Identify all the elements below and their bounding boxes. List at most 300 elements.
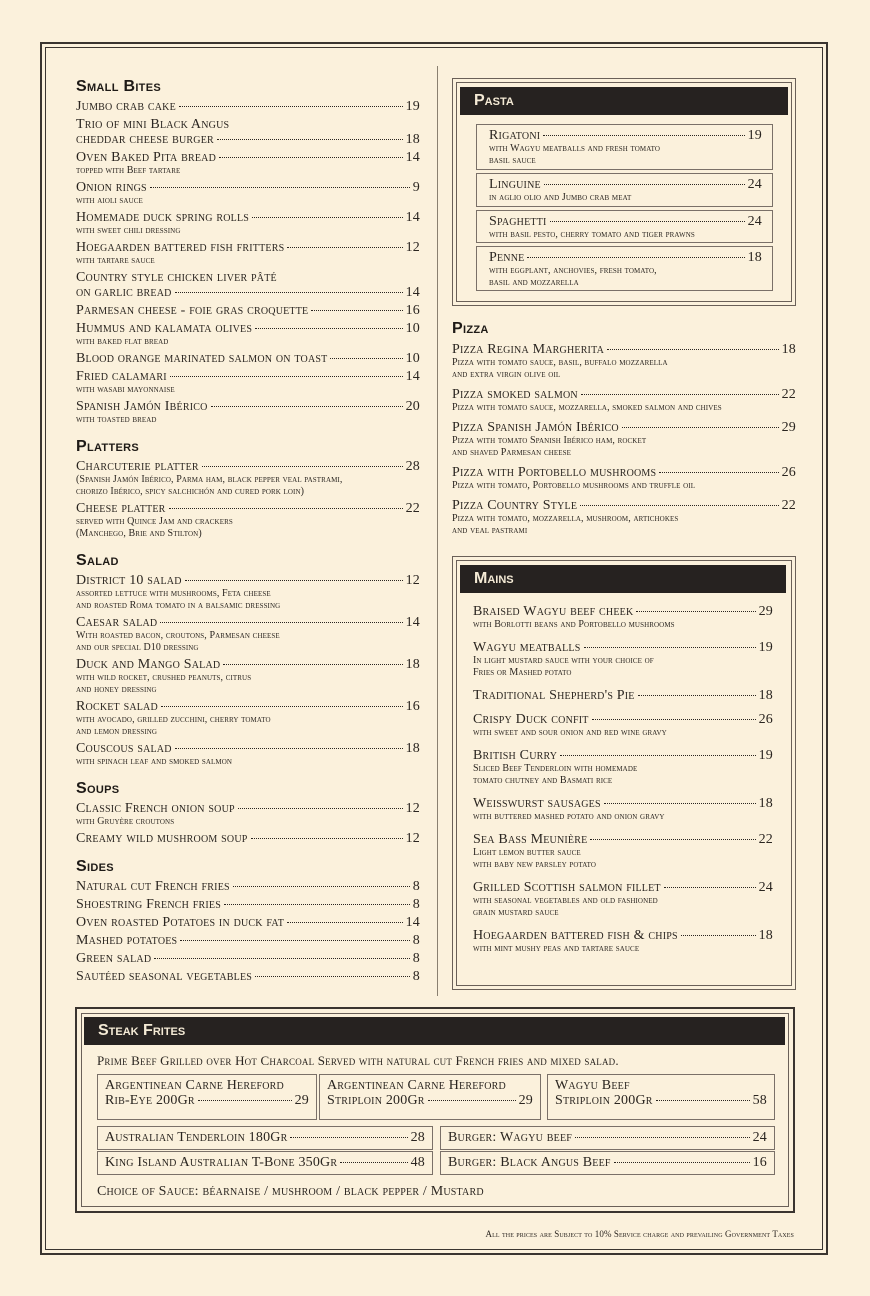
- menu-item-row: [76, 615, 420, 630]
- menu-item-price: 12: [405, 801, 420, 816]
- menu-item-description: with toasted bread: [76, 414, 157, 425]
- dot-leader: [681, 935, 756, 936]
- mains-banner: Mains: [460, 565, 786, 593]
- menu-item: [76, 897, 420, 912]
- menu-item: [76, 951, 420, 966]
- menu-item-price: 8: [412, 879, 420, 894]
- menu-item-name: British Curry: [473, 748, 558, 763]
- menu-item-row: [489, 214, 762, 229]
- menu-item: [76, 741, 420, 768]
- sauce-choice: Choice of Sauce: béarnaise / mushroom / black pepper / Mustard: [97, 1184, 484, 1199]
- menu-item-price: 12: [405, 240, 420, 255]
- steak-item-name: Burger: Wagyu beef: [448, 1130, 573, 1145]
- menu-item-name: Hoegaarden battered fish fritters: [76, 240, 285, 255]
- menu-item-name: Hoegaarden battered fish & chips: [473, 928, 678, 943]
- menu-item-name: Couscous salad: [76, 741, 172, 756]
- steak-item-line1: Argentinean Carne Hereford: [327, 1078, 506, 1093]
- menu-item: [76, 459, 420, 498]
- menu-item-row: [76, 132, 420, 147]
- steak-cell-burger-angus: [440, 1151, 775, 1175]
- dot-leader: [622, 427, 779, 428]
- menu-item-description: (Spanish Jamón Ibérico, Parma ham, black pepper veal pastrami,: [76, 474, 343, 485]
- dot-leader: [638, 695, 756, 696]
- menu-item: [76, 270, 420, 300]
- soups-list: [76, 801, 420, 846]
- menu-item-name: Wagyu meatballs: [473, 640, 581, 655]
- menu-item-price: 18: [758, 688, 773, 703]
- menu-item-description: with mint mushy peas and tartare sauce: [473, 943, 640, 954]
- menu-item-row: [76, 969, 420, 984]
- menu-item-price: 18: [781, 342, 796, 357]
- menu-item: [473, 832, 773, 871]
- menu-item-description: served with Quince Jam and crackers: [76, 516, 233, 527]
- menu-item-description: with buttered mashed potato and onion gravy: [473, 811, 665, 822]
- menu-item-name: Onion rings: [76, 180, 147, 195]
- menu-item-name: Linguine: [489, 177, 541, 192]
- dot-leader: [169, 508, 403, 509]
- menu-item-price: 14: [405, 210, 420, 225]
- dot-leader: [636, 611, 755, 612]
- menu-item-name-line1: Trio of mini Black Angus: [76, 117, 230, 132]
- menu-item-price: 22: [405, 501, 420, 516]
- menu-item: [76, 150, 420, 177]
- dot-leader: [584, 647, 756, 648]
- menu-item-price: 24: [747, 177, 762, 192]
- menu-item-description: assorted lettuce with mushrooms, Feta cheese: [76, 588, 271, 599]
- dot-leader: [161, 706, 403, 707]
- footer-note: All the prices are Subject to 10% Service charge and prevailing Government Taxes: [485, 1229, 794, 1239]
- menu-item-price: 14: [405, 915, 420, 930]
- menu-item-price: 9: [412, 180, 420, 195]
- menu-item-row: [76, 879, 420, 894]
- menu-item-description: and our special D10 dressing: [76, 642, 199, 653]
- menu-item-price: 8: [412, 897, 420, 912]
- menu-item-price: 18: [405, 657, 420, 672]
- menu-item-name: Rocket salad: [76, 699, 158, 714]
- dot-leader: [252, 217, 403, 218]
- menu-item-description: and shaved Parmesan cheese: [452, 447, 571, 458]
- menu-item-description: with tartare sauce: [76, 255, 155, 266]
- menu-item: [473, 796, 773, 823]
- menu-item-description: Pizza with tomato, mozzarella, mushroom, artichokes: [452, 513, 679, 524]
- menu-item-row: [473, 796, 773, 811]
- steak-item-line1: Argentinean Carne Hereford: [105, 1078, 284, 1093]
- menu-item: [76, 180, 420, 207]
- menu-item-price: 10: [405, 321, 420, 336]
- steak-item-price: 58: [752, 1093, 767, 1108]
- menu-item: [452, 387, 796, 414]
- dot-leader: [175, 748, 403, 749]
- menu-item-name: Creamy wild mushroom soup: [76, 831, 248, 846]
- menu-item-description: with wasabi mayonnaise: [76, 384, 175, 395]
- menu-item-name: Spaghetti: [489, 214, 547, 229]
- menu-item: [476, 210, 773, 243]
- menu-item-price: 18: [405, 741, 420, 756]
- menu-item-price: 22: [781, 387, 796, 402]
- menu-item-name: Weisswurst sausages: [473, 796, 601, 811]
- steak-intro: Prime Beef Grilled over Hot Charcoal Served with natural cut French fries and mixed salad.: [97, 1053, 619, 1068]
- menu-item: [473, 748, 773, 787]
- menu-item-name: Parmesan cheese - foie gras croquette: [76, 303, 309, 318]
- menu-item-row: [76, 897, 420, 912]
- menu-item-name: Sea Bass Meunière: [473, 832, 588, 847]
- menu-item-row: [76, 351, 420, 366]
- menu-item-description: and roasted Roma tomato in a balsamic dressing: [76, 600, 281, 611]
- dot-leader: [223, 664, 402, 665]
- dot-leader: [543, 135, 744, 136]
- menu-item-name: Grilled Scottish salmon fillet: [473, 880, 661, 895]
- menu-item-description: with Gruyère croutons: [76, 816, 175, 827]
- menu-item: [76, 831, 420, 846]
- menu-item-price: 20: [405, 399, 420, 414]
- dot-leader: [154, 958, 410, 959]
- dot-leader: [592, 719, 756, 720]
- menu-item: [473, 640, 773, 679]
- menu-item-description: Fries or Mashed potato: [473, 667, 572, 678]
- menu-item: [76, 399, 420, 426]
- menu-item-price: 18: [405, 132, 420, 147]
- menu-item-name: Classic French onion soup: [76, 801, 235, 816]
- menu-item: [76, 99, 420, 114]
- menu-item-description: Pizza with tomato, Portobello mushrooms and truffle oil: [452, 480, 696, 491]
- menu-item-row: [489, 128, 762, 143]
- menu-item-row: [452, 465, 796, 480]
- menu-item: [76, 117, 420, 147]
- menu-item-description: Pizza with tomato sauce, basil, buffalo mozzarella: [452, 357, 668, 368]
- dot-leader: [560, 755, 755, 756]
- menu-item-price: 18: [758, 928, 773, 943]
- menu-item-row: [76, 741, 420, 756]
- menu-item-name: Duck and Mango Salad: [76, 657, 221, 672]
- pizza-list: [452, 342, 796, 537]
- menu-item-price: 8: [412, 951, 420, 966]
- menu-item-price: 29: [758, 604, 773, 619]
- dot-leader: [251, 838, 403, 839]
- menu-item-name-line1: Country style chicken liver pâté: [76, 270, 277, 285]
- steak-cell-tenderloin: [97, 1126, 433, 1150]
- menu-item-description: with eggplant, anchovies, fresh tomato,: [489, 265, 657, 276]
- pasta-banner: Pasta: [460, 87, 788, 115]
- steak-cell-burger-wagyu: [440, 1126, 775, 1150]
- menu-item-name: Crispy Duck confit: [473, 712, 589, 727]
- steak-item-price: 28: [410, 1130, 425, 1145]
- menu-item-price: 16: [405, 303, 420, 318]
- menu-item-price: 22: [781, 498, 796, 513]
- menu-item: [76, 351, 420, 366]
- menu-item-row: [76, 573, 420, 588]
- menu-item-price: 14: [405, 615, 420, 630]
- menu-item-name: Blood orange marinated salmon on toast: [76, 351, 328, 366]
- steak-item-line1: Wagyu Beef: [555, 1078, 630, 1093]
- menu-item-description: basil sauce: [489, 155, 536, 166]
- menu-item-description: with spinach leaf and smoked salmon: [76, 756, 233, 767]
- menu-item-description: with basil pesto, cherry tomato and tiger prawns: [489, 229, 695, 240]
- menu-item-price: 16: [405, 699, 420, 714]
- menu-item-name: Oven roasted Potatoes in duck fat: [76, 915, 285, 930]
- menu-item-price: 24: [747, 214, 762, 229]
- menu-item-row: [76, 951, 420, 966]
- section-title-pizza: Pizza: [452, 320, 489, 337]
- menu-item-row: [76, 240, 420, 255]
- menu-item-name: Caesar salad: [76, 615, 158, 630]
- menu-item-name: Charcuterie platter: [76, 459, 199, 474]
- menu-item-price: 8: [412, 969, 420, 984]
- menu-item-name: Jumbo crab cake: [76, 99, 176, 114]
- menu-item-row: [452, 387, 796, 402]
- dot-leader: [590, 839, 755, 840]
- menu-item: [476, 173, 773, 207]
- menu-item-price: 12: [405, 831, 420, 846]
- dot-leader: [287, 247, 402, 248]
- menu-item: [76, 501, 420, 540]
- menu-item: [473, 688, 773, 703]
- sides-list: [76, 879, 420, 984]
- menu-item-row: [489, 250, 762, 265]
- menu-item-row: [452, 420, 796, 435]
- menu-item-name: Rigatoni: [489, 128, 541, 143]
- menu-item-name: Green salad: [76, 951, 152, 966]
- section-title-small-bites: Small Bites: [76, 78, 161, 95]
- menu-item-row: [76, 150, 420, 165]
- menu-item-row: [76, 399, 420, 414]
- menu-item-description: With roasted bacon, croutons, Parmesan cheese: [76, 630, 280, 641]
- steak-cell-t-bone: [97, 1151, 433, 1175]
- menu-item-row: [473, 712, 773, 727]
- menu-item-name: District 10 salad: [76, 573, 182, 588]
- menu-item-description: and extra virgin olive oil: [452, 369, 561, 380]
- steak-item-name: King Island Australian T-Bone 350Gr: [105, 1155, 338, 1170]
- menu-item: [476, 124, 773, 170]
- menu-item-price: 19: [747, 128, 762, 143]
- dot-leader: [233, 886, 410, 887]
- menu-item: [473, 712, 773, 739]
- menu-item: [473, 880, 773, 919]
- dot-leader: [550, 221, 745, 222]
- steak-item-price: 29: [518, 1093, 533, 1108]
- menu-item-description: Sliced Beef Tenderloin with homemade: [473, 763, 638, 774]
- menu-item-description: with aioli sauce: [76, 195, 143, 206]
- menu-item-price: 26: [781, 465, 796, 480]
- steak-cell-striploin: [319, 1074, 541, 1120]
- menu-item-price: 8: [412, 933, 420, 948]
- menu-item: [76, 321, 420, 348]
- menu-item-row: [76, 699, 420, 714]
- menu-item-row: [76, 459, 420, 474]
- dot-leader: [179, 106, 403, 107]
- menu-item: [76, 240, 420, 267]
- dot-leader: [581, 394, 779, 395]
- menu-item-row: [76, 915, 420, 930]
- menu-item-price: 14: [405, 369, 420, 384]
- steak-banner: Steak Frites: [84, 1017, 785, 1045]
- dot-leader: [607, 349, 779, 350]
- steak-item-price: 16: [752, 1155, 767, 1170]
- menu-item-description: with Wagyu meatballs and fresh tomato: [489, 143, 661, 154]
- menu-item-description: (Manchego, Brie and Stilton): [76, 528, 202, 539]
- dot-leader: [604, 803, 756, 804]
- menu-item-name: Braised Wagyu beef cheek: [473, 604, 634, 619]
- menu-item-name: Penne: [489, 250, 525, 265]
- mains-section: [473, 604, 773, 964]
- menu-item-row: [473, 832, 773, 847]
- menu-item-description: with wild rocket, crushed peanuts, citrus: [76, 672, 252, 683]
- steak-item-name: Striploin 200Gr: [555, 1093, 653, 1108]
- menu-item: [473, 604, 773, 631]
- menu-item-name: Pizza smoked salmon: [452, 387, 578, 402]
- dot-leader: [224, 904, 410, 905]
- menu-item: [76, 915, 420, 930]
- menu-item-price: 28: [405, 459, 420, 474]
- menu-item: [452, 498, 796, 537]
- menu-item-row: [452, 498, 796, 513]
- left-column: [76, 78, 420, 987]
- dot-leader: [211, 406, 403, 407]
- menu-item-description: grain mustard sauce: [473, 907, 559, 918]
- salad-list: [76, 573, 420, 768]
- menu-item-price: 12: [405, 573, 420, 588]
- dot-leader: [287, 922, 403, 923]
- dot-leader: [185, 580, 403, 581]
- menu-item-description: and veal pastrami: [452, 525, 528, 536]
- menu-item-row: [473, 748, 773, 763]
- menu-item-row: [76, 831, 420, 846]
- menu-item-price: 14: [405, 150, 420, 165]
- pizza-section: [452, 320, 796, 543]
- menu-item-row: [473, 880, 773, 895]
- steak-item-name: Australian Tenderloin 180Gr: [105, 1130, 288, 1145]
- menu-item: [76, 699, 420, 738]
- menu-item: [76, 210, 420, 237]
- steak-item-price: 29: [294, 1093, 309, 1108]
- dot-leader: [160, 622, 402, 623]
- menu-item-name: Pizza Regina Margherita: [452, 342, 605, 357]
- section-title-platters: Platters: [76, 438, 139, 455]
- menu-item-description: tomato chutney and Basmati rice: [473, 775, 613, 786]
- dot-leader: [527, 257, 744, 258]
- menu-item-description: with avocado, grilled zucchini, cherry tomato: [76, 714, 271, 725]
- menu-item-name: Sautéed seasonal vegetables: [76, 969, 253, 984]
- mains-list: [473, 604, 773, 955]
- menu-item-description: chorizo Ibérico, spicy salchichón and cured pork loin): [76, 486, 305, 497]
- menu-item-name: Cheese platter: [76, 501, 166, 516]
- menu-item: [76, 657, 420, 696]
- menu-item-price: 19: [758, 640, 773, 655]
- section-title-salad: Salad: [76, 552, 119, 569]
- menu-item: [76, 969, 420, 984]
- menu-item-name: Natural cut French fries: [76, 879, 230, 894]
- dot-leader: [175, 292, 403, 293]
- steak-item-name: Burger: Black Angus Beef: [448, 1155, 611, 1170]
- menu-item: [452, 465, 796, 492]
- menu-item-row: [452, 342, 796, 357]
- menu-item-row: [76, 303, 420, 318]
- menu-item: [452, 342, 796, 381]
- menu-item-description: Light lemon butter sauce: [473, 847, 581, 858]
- steak-item-name: Rib-Eye 200Gr: [105, 1093, 195, 1108]
- menu-item-row: [76, 657, 420, 672]
- menu-item-price: 18: [758, 796, 773, 811]
- menu-item-price: 18: [747, 250, 762, 265]
- menu-item-price: 19: [405, 99, 420, 114]
- dot-leader: [238, 808, 403, 809]
- menu-item-description: and honey dressing: [76, 684, 157, 695]
- menu-item-description: basil and mozzarella: [489, 277, 579, 288]
- menu-item-price: 22: [758, 832, 773, 847]
- menu-item-description: with seasonal vegetables and old fashioned: [473, 895, 658, 906]
- menu-item-row: [76, 210, 420, 225]
- menu-item-name: Mashed potatoes: [76, 933, 178, 948]
- menu-item-price: 19: [758, 748, 773, 763]
- menu-item-description: with sweet chili dressing: [76, 225, 181, 236]
- menu-item: [476, 246, 773, 291]
- menu-item-row: [489, 177, 762, 192]
- menu-item-name: Hummus and kalamata olives: [76, 321, 253, 336]
- dot-leader: [544, 184, 745, 185]
- dot-leader: [580, 505, 778, 506]
- menu-item-name: on garlic bread: [76, 285, 172, 300]
- menu-item-row: [76, 180, 420, 195]
- dot-leader: [255, 976, 410, 977]
- dot-leader: [330, 358, 402, 359]
- menu-item: [76, 369, 420, 396]
- menu-item: [76, 303, 420, 318]
- menu-item-description: with baked flat bread: [76, 336, 169, 347]
- menu-item-description: with baby new parsley potato: [473, 859, 597, 870]
- steak-item-price: 24: [752, 1130, 767, 1145]
- dot-leader: [180, 940, 409, 941]
- menu-item-price: 26: [758, 712, 773, 727]
- menu-item: [76, 573, 420, 612]
- menu-item-row: [473, 640, 773, 655]
- menu-item: [76, 615, 420, 654]
- steak-item-price: 48: [410, 1155, 425, 1170]
- steak-cell-rib-eye: [97, 1074, 317, 1120]
- menu-item-name: Homemade duck spring rolls: [76, 210, 250, 225]
- menu-item-row: [76, 501, 420, 516]
- menu-item-row: [76, 99, 420, 114]
- menu-item-name: Spanish Jamón Ibérico: [76, 399, 208, 414]
- menu-item-name: Traditional Shepherd's Pie: [473, 688, 635, 703]
- menu-item: [76, 879, 420, 894]
- menu-item-row: [473, 688, 773, 703]
- menu-item-description: with Borlotti beans and Portobello mushrooms: [473, 619, 675, 630]
- small-bites-list: [76, 99, 420, 426]
- dot-leader: [255, 328, 402, 329]
- menu-item-row: [76, 285, 420, 300]
- steak-cell-wagyu-striploin: [547, 1074, 775, 1120]
- menu-item-row: [76, 321, 420, 336]
- menu-item: [473, 928, 773, 955]
- menu-item-description: In light mustard sauce with your choice of: [473, 655, 654, 666]
- dot-leader: [219, 157, 403, 158]
- dot-leader: [150, 187, 410, 188]
- steak-item-name: Striploin 200Gr: [327, 1093, 425, 1108]
- menu-item-name: Pizza Spanish Jamón Ibérico: [452, 420, 619, 435]
- dot-leader: [664, 887, 756, 888]
- dot-leader: [311, 310, 402, 311]
- menu-item-row: [76, 369, 420, 384]
- menu-item-row: [76, 801, 420, 816]
- menu-item-price: 10: [405, 351, 420, 366]
- menu-item-name: Pizza Country Style: [452, 498, 578, 513]
- menu-item-row: [76, 933, 420, 948]
- dot-leader: [170, 376, 403, 377]
- menu-item-name: cheddar cheese burger: [76, 132, 214, 147]
- menu-item-description: Pizza with tomato sauce, mozzarella, smoked salmon and chives: [452, 402, 722, 413]
- menu-item-price: 24: [758, 880, 773, 895]
- platters-list: [76, 459, 420, 540]
- menu-item-row: [473, 604, 773, 619]
